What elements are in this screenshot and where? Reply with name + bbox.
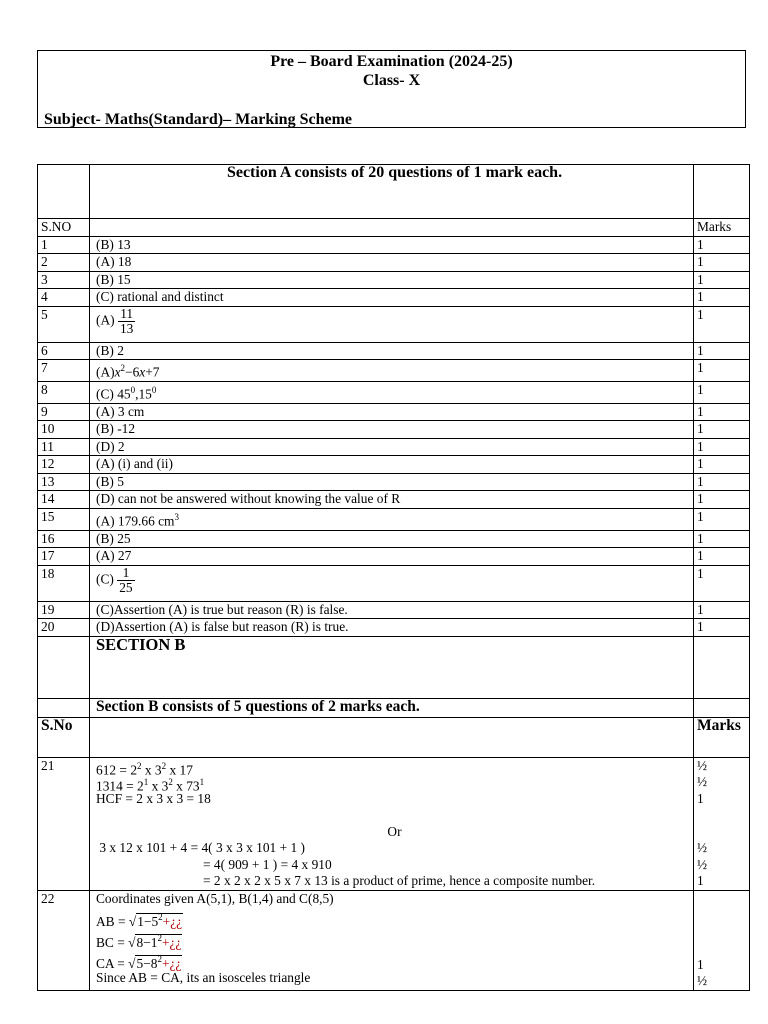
subject-label: Subject- Maths(Standard)– Marking Scheme [44, 111, 352, 128]
table-row: 15 (A) 179.66 $cm^3$ 1 [38, 508, 750, 530]
section-b-subtitle: Section B consists of 5 questions of 2 marks each. [90, 698, 694, 717]
table-row: 11 (D) 2 1 [38, 438, 750, 456]
table-row: 1 (B) 13 1 [38, 236, 750, 254]
table-row: 12 (A) (i) and (ii) 1 [38, 456, 750, 474]
table-row: 14 (D) can not be answered without knowing the value of R 1 [38, 491, 750, 509]
col-sno-header: S.NO [38, 219, 90, 237]
header-box [37, 50, 746, 128]
or-label: Or [387, 823, 402, 839]
section-a-title: Section A consists of 20 questions of 1 mark each. [90, 165, 694, 219]
table-row: 21 $612 = 2^2$ x $3^2$ x 17 $1314 = 2^1$ x $3^2$ x $73^1$ HCF = 2 x 3 x 3 = 18 Or 3 x 12 x 101 + 4 = 4( 3 x 3 x 101 + 1 ) = 4( 909 + 1 ) = 4 x 910 = 2 x 2 x 2 x 5 x 7 x 13 is a product of prime, hence a composite number. ½ ½ 1 ½ ½ 1 [38, 757, 750, 890]
marking-scheme-table [37, 164, 750, 991]
table-row: 20 (D)Assertion (A) is false but reason (R) is true. 1 [38, 619, 750, 637]
table-row: 18 (C) $\frac{1}{25}$ 1 [38, 565, 750, 601]
col-marks-header: Marks [694, 219, 750, 237]
table-row: 9 (A) 3 cm 1 [38, 403, 750, 421]
table-row: 5 (A) $\frac{11}{13}$ 1 [38, 306, 750, 342]
table-row: 10 (B) -12 1 [38, 421, 750, 439]
exam-title: Pre – Board Examination (2024-25) [270, 53, 513, 70]
section-b-heading: SECTION B [90, 636, 694, 698]
table-row: 17 (A) 27 1 [38, 548, 750, 566]
table-row: 3 (B) 15 1 [38, 271, 750, 289]
table-row: 19 (C)Assertion (A) is true but reason (R) is false. 1 [38, 601, 750, 619]
table-row: 22 Coordinates given A(5,1), B(1,4) and C(8,5) AB = $√1-5^2+¿¿$ BC = $√8-1^2+¿¿$ CA = $√5-8^2+¿¿$ Since AB = CA, its an isosceles triangle 1 ½ [38, 890, 750, 990]
table-row: 16 (B) 25 1 [38, 530, 750, 548]
table-row: 8 (C) $45^0,15^0$ 1 [38, 381, 750, 403]
fraction: $\frac{11}{13}$ [119, 305, 134, 336]
table-row: 4 (C) rational and distinct 1 [38, 289, 750, 307]
table-row: 6 (B) 2 1 [38, 342, 750, 360]
table-row: 2 (A) 18 1 [38, 254, 750, 272]
table-row: 13 (B) 5 1 [38, 473, 750, 491]
table-row: 7 $(A)x^2-6x+7$ 1 [38, 360, 750, 382]
class-label: Class- X [362, 72, 421, 89]
col-sno-header-b: S.No [38, 717, 90, 757]
fraction: $\frac{1}{25}$ [119, 564, 133, 595]
col-marks-header-b: Marks [694, 717, 750, 757]
